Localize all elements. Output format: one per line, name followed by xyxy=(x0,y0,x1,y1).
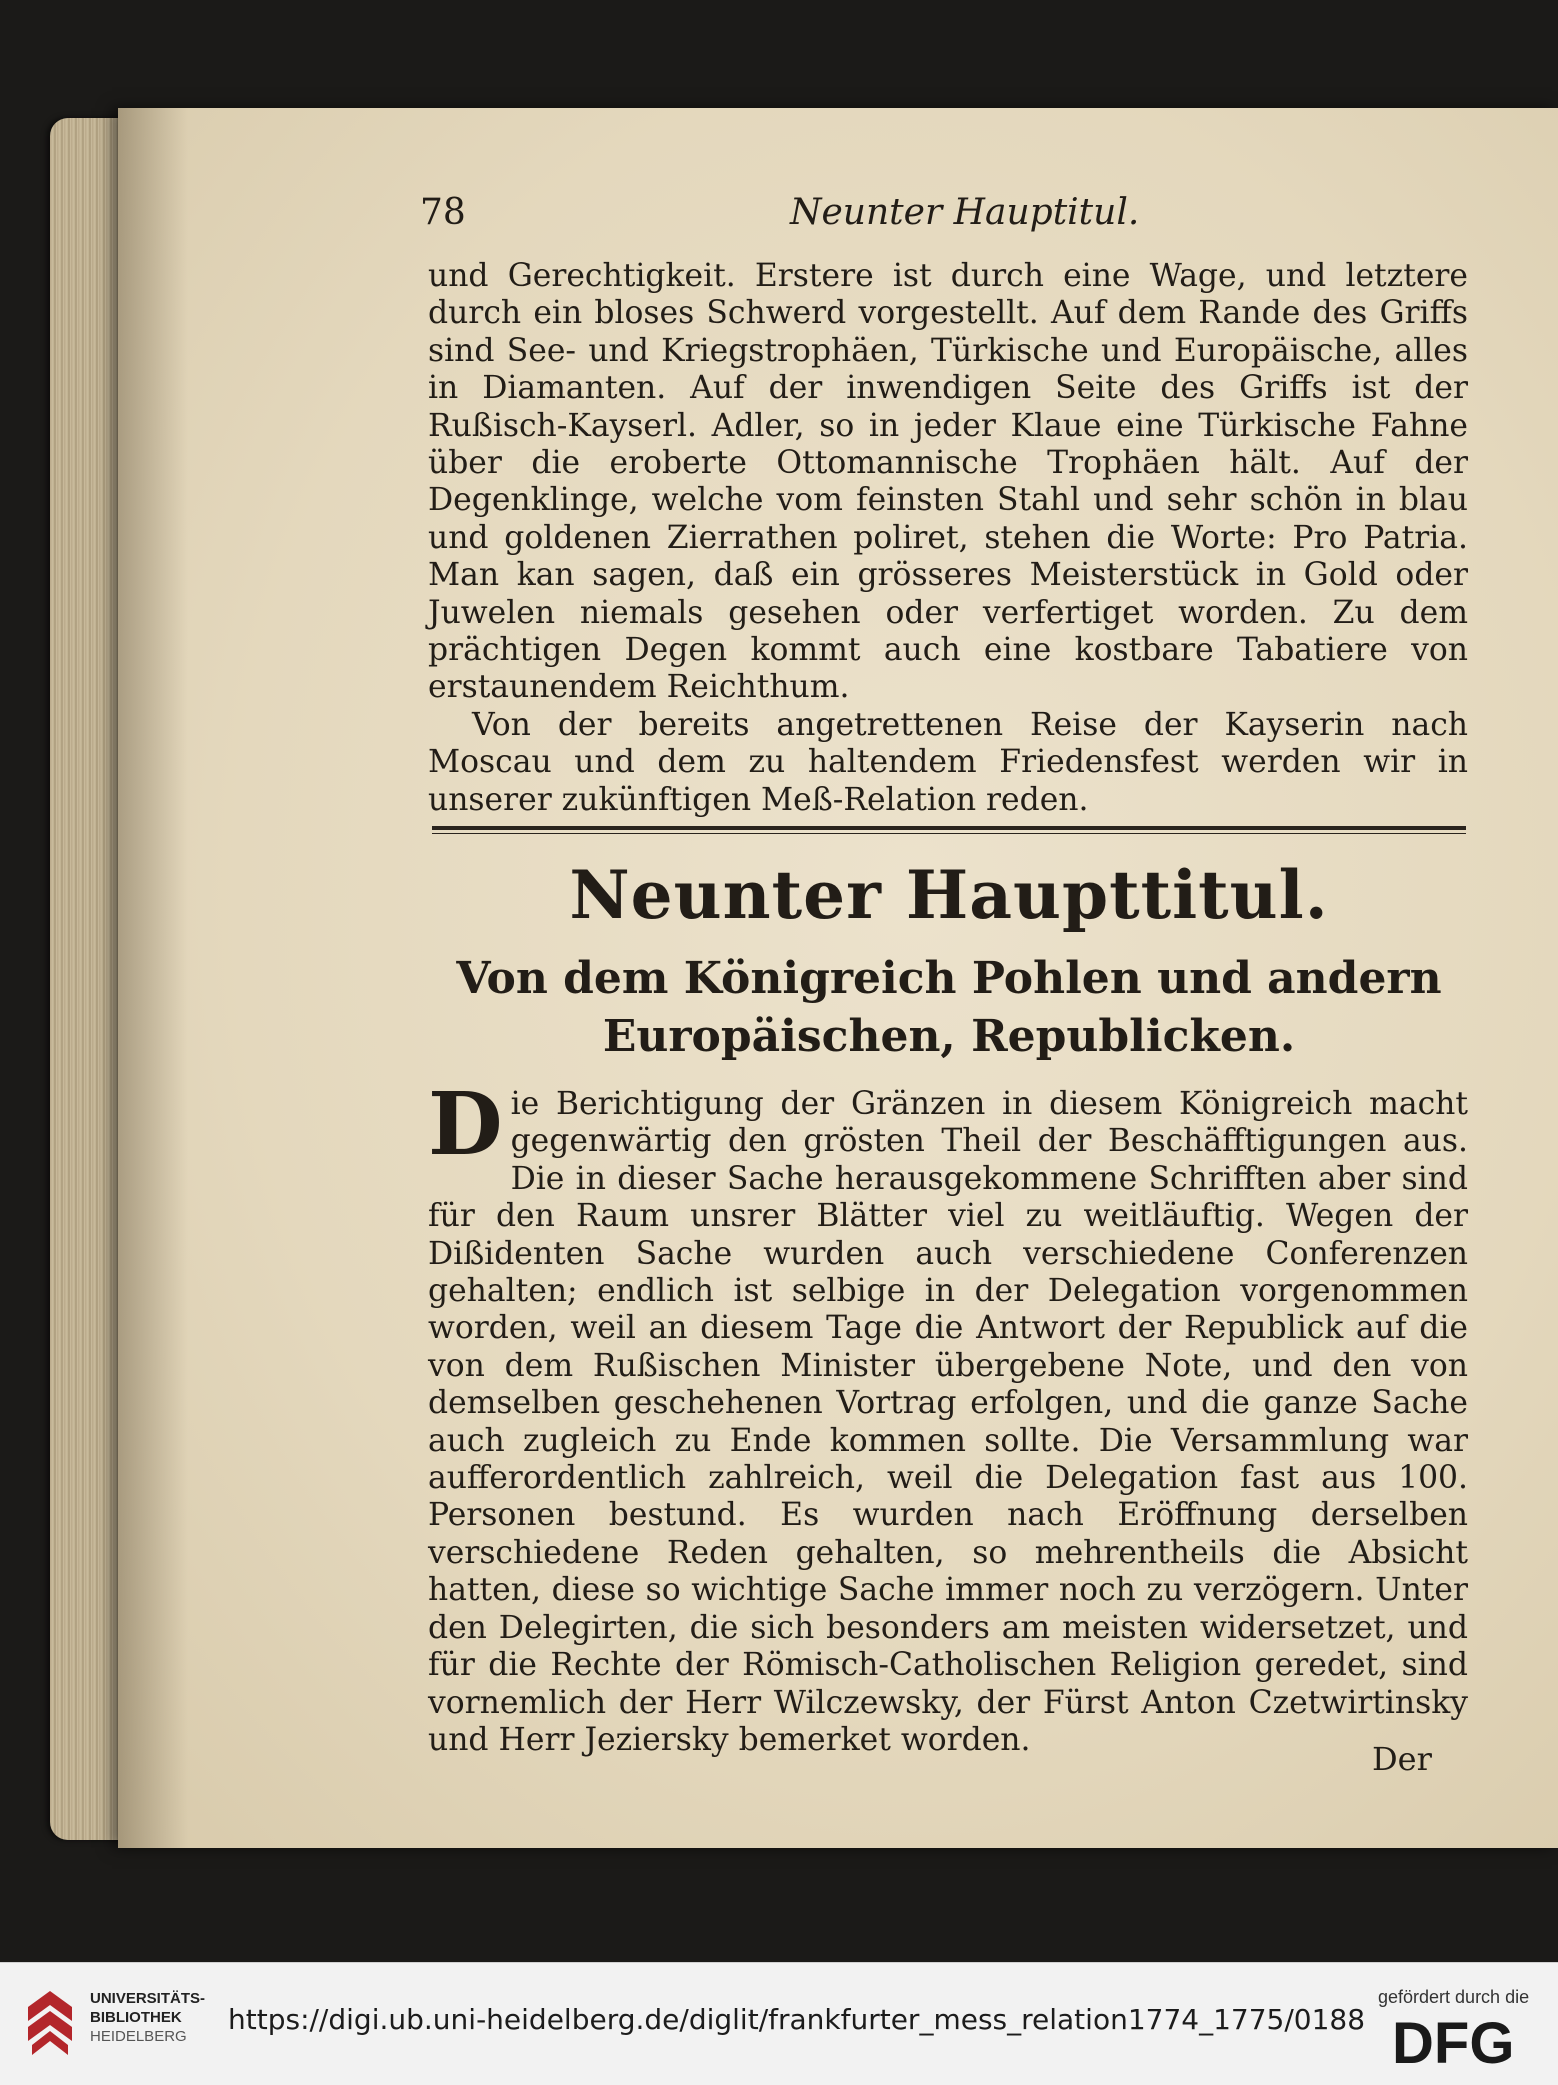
running-title: Neunter Hauptitul. xyxy=(790,192,1140,233)
library-name-line: HEIDELBERG xyxy=(90,2028,187,2045)
paragraph: ie Berichtigung der Gränzen in diesem Königreich macht gegenwärtig den grösten Theil der Beschäfftigungen aus. Die in dieser Sache herausgekommene Schrifften aber sind für den Raum unsrer Blätter viel zu weitläuftig. Wegen der Dißidenten Sache wurden auch verschiedene Conferenzen gehalten; endlich ist selbige in der Delegation vorgenommen worden, weil an diesem Tage die Antwort der Republick auf die von dem Rußischen Minister übergebene Note, und den von demselben geschehenen Vortrag erfolgen, und die ganze Sache auch zugleich zu Ende kommen sollte. Die Versammlung war aufferordentlich zahlreich, weil die Delegation fast aus 100. Personen bestund. Es wurden nach Eröffnung derselben verschiedene Reden gehalten, so mehrentheils die Absicht hatten, diese so wichtige Sache immer noch zu verzögern. Unter den Delegirten, die sich besonders am meisten widersetzet, und für die Rechte der Römisch-Catholischen Religion geredet, sind vornemlich der Herr Wilczewsky, der Fürst Anton Czetwirtinsky und Herr Jeziersky bemerket worden. xyxy=(428,1086,1468,1758)
chapter-title: Neunter Haupttitul. xyxy=(569,856,1329,934)
page-number: 78 xyxy=(420,192,466,233)
dfg-logo[interactable] xyxy=(1392,2011,1532,2071)
running-head xyxy=(420,192,1480,244)
section-2-text xyxy=(428,1074,1468,1759)
library-name-line: UNIVERSITÄTS- xyxy=(90,1990,206,2007)
section-1-text xyxy=(428,258,1468,819)
paragraph: und Gerechtigkeit. Erstere ist durch eine Wage, und letztere durch ein bloses Schwerd vorgestellt. Auf dem Rande des Griffs sind See- und Kriegstrophäen, Türkische und Europäische, alles in Diamanten. Auf der inwendigen Seite des Griffs ist der Rußisch-Kayserl. Adler, so in jeder Klaue eine Türkische Fahne über die eroberte Ottomannische Trophäen hält. Auf der Degenklinge, welche vom feinsten Stahl und sehr schön in blau und goldenen Zierrathen poliret, stehen die Worte: Pro Patria. Man kan sagen, daß ein grösseres Meisterstück in Gold oder Juwelen niemals gesehen oder verfertiget worden. Zu dem prächtigen Degen kommt auch eine kostbare Tabatiere von erstaunendem Reichthum. xyxy=(428,258,1468,706)
paragraph: Von der bereits angetrettenen Reise der Kayserin nach Moscau und dem zu haltendem Friedensfest werden wir in unserer zukünftigen Meß-Relation reden. xyxy=(428,706,1468,818)
library-name-line: BIBLIOTHEK xyxy=(90,2009,182,2026)
catchword: Der xyxy=(1372,1740,1432,1778)
library-logo-icon[interactable] xyxy=(20,1987,80,2059)
drop-initial: D xyxy=(428,1074,503,1175)
section-divider-thin xyxy=(432,833,1466,834)
chapter-subtitle: Von dem Königreich Pohlen und andern Europäischen, Republicken. xyxy=(456,953,1442,1062)
section-divider xyxy=(432,826,1466,830)
library-name xyxy=(90,1989,205,2046)
funding-label: gefördert durch die xyxy=(1378,1987,1530,2007)
dfg-logo-text: DFG xyxy=(1392,2011,1515,2071)
footer-bar xyxy=(0,1962,1558,2085)
gutter-shadow xyxy=(118,108,188,1848)
permalink-url[interactable]: https://digi.ub.uni-heidelberg.de/diglit/frankfurter_mess_relation1774_1775/0188 xyxy=(228,2003,1366,2036)
